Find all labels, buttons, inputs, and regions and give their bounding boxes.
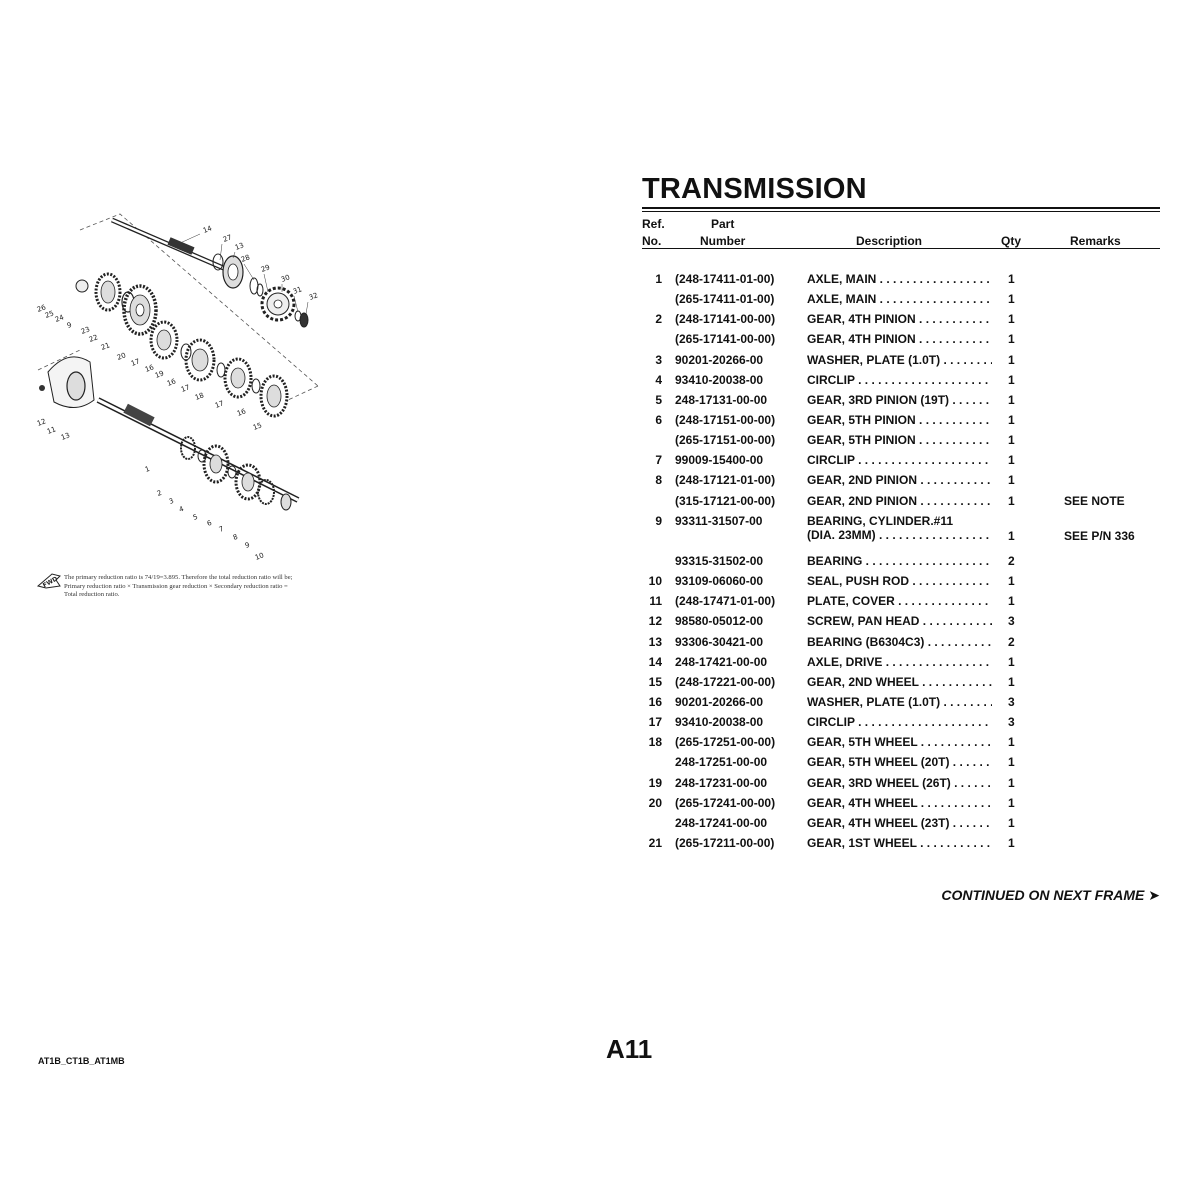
header-ref: Ref. bbox=[642, 217, 665, 231]
description bbox=[807, 675, 992, 689]
part-number: (265-17241-00-00) bbox=[675, 795, 776, 810]
description bbox=[807, 614, 992, 628]
ref-number: 1 bbox=[655, 272, 662, 286]
callout-number: 24 bbox=[53, 313, 66, 324]
description-text: GEAR, 4TH WHEEL (23T) . . . bbox=[807, 816, 992, 830]
table-row bbox=[642, 715, 1162, 735]
description-text: GEAR, 1ST WHEEL . . . bbox=[807, 836, 992, 850]
part-number: 93306-30421-00 bbox=[675, 634, 764, 649]
part-number: 90201-20266-00 bbox=[675, 694, 764, 709]
table-row bbox=[642, 554, 1162, 574]
description bbox=[807, 312, 992, 326]
part-number: 93410-20038-00 bbox=[675, 372, 764, 387]
callout-number: 23 bbox=[79, 325, 92, 336]
ref-number: 3 bbox=[655, 352, 662, 367]
table-row bbox=[642, 413, 1162, 433]
quantity: 1 bbox=[1008, 372, 1015, 387]
fwd-arrow-icon bbox=[36, 572, 62, 590]
part-number: 248-17131-00-00 bbox=[675, 392, 768, 407]
description bbox=[807, 735, 992, 749]
table-row bbox=[642, 675, 1162, 695]
callout-number: 21 bbox=[99, 341, 112, 352]
quantity: 3 bbox=[1008, 694, 1015, 709]
description-text: SEAL, PUSH ROD . . . bbox=[807, 574, 992, 588]
description-text: CIRCLIP . . . bbox=[807, 453, 992, 467]
title-rule bbox=[642, 207, 1160, 209]
quantity: 1 bbox=[1008, 594, 1015, 609]
callout-number: 16 bbox=[165, 377, 178, 388]
description bbox=[807, 292, 992, 306]
note-line: Primary reduction ratio × Transmission gear reduction × Secondary reduction ratio = bbox=[64, 582, 288, 590]
callout-number: 6 bbox=[205, 518, 213, 528]
callout-number: 18 bbox=[193, 391, 206, 402]
description bbox=[807, 836, 992, 850]
description-text: GEAR, 2ND WHEEL . . . bbox=[807, 675, 992, 689]
quantity: 1 bbox=[1008, 674, 1015, 689]
part-number: 248-17421-00-00 bbox=[675, 654, 768, 669]
quantity: 1 bbox=[1008, 528, 1015, 543]
description-text: GEAR, 5TH PINION . . . bbox=[807, 413, 992, 427]
callout-number: 17 bbox=[129, 357, 142, 368]
parts-table bbox=[642, 272, 1162, 856]
table-row bbox=[642, 614, 1162, 634]
page-title: TRANSMISSION bbox=[642, 173, 867, 205]
note-line: The primary reduction ratio is 74/19=3.895. Therefore the total reduction ratio will be; bbox=[64, 574, 293, 581]
callout-number: 26 bbox=[35, 303, 48, 314]
callout-number: 4 bbox=[177, 504, 185, 514]
description-text: GEAR, 3RD WHEEL (26T) . . . bbox=[807, 776, 992, 790]
part-number: 93109-06060-00 bbox=[675, 574, 764, 589]
quantity: 1 bbox=[1008, 574, 1015, 589]
description-text: PLATE, COVER . . . bbox=[807, 594, 992, 608]
description-text: BEARING . . . bbox=[807, 554, 992, 568]
quantity: 1 bbox=[1008, 493, 1015, 508]
callout-number: 31 bbox=[291, 285, 304, 296]
quantity: 1 bbox=[1008, 755, 1015, 770]
table-row bbox=[642, 796, 1162, 816]
page-number: A11 bbox=[606, 1034, 653, 1064]
part-number: 248-17231-00-00 bbox=[675, 775, 768, 790]
description-text: CIRCLIP . . . bbox=[807, 373, 992, 387]
table-row bbox=[642, 393, 1162, 413]
ref-number: 16 bbox=[648, 694, 662, 709]
table-row bbox=[642, 594, 1162, 614]
callout-number: 14 bbox=[201, 224, 214, 235]
callout-number: 25 bbox=[43, 309, 56, 320]
description-text: GEAR, 3RD PINION (19T) . . . bbox=[807, 393, 992, 407]
table-row bbox=[642, 776, 1162, 796]
description-text: GEAR, 2ND PINION . . . bbox=[807, 473, 992, 487]
description bbox=[807, 594, 992, 608]
quantity: 1 bbox=[1008, 352, 1015, 367]
table-row bbox=[642, 635, 1162, 655]
ref-number: 19 bbox=[648, 775, 662, 790]
note-line: Total reduction ratio. bbox=[64, 591, 120, 599]
ref-number: 5 bbox=[655, 392, 662, 407]
ref-number: 13 bbox=[648, 634, 662, 649]
model-code: AT1B_CT1B_AT1MB bbox=[38, 1056, 125, 1066]
ref-number: 9 bbox=[655, 513, 662, 528]
quantity: 2 bbox=[1008, 634, 1015, 649]
part-number: (248-17141-00-00) bbox=[675, 312, 776, 327]
header-rule bbox=[642, 248, 1160, 249]
description-text: WASHER, PLATE (1.0T) . . . bbox=[807, 353, 992, 367]
remarks: SEE NOTE bbox=[1064, 493, 1125, 508]
header-part: Part bbox=[711, 217, 735, 231]
quantity: 1 bbox=[1008, 453, 1015, 468]
description-text: CIRCLIP . . . bbox=[807, 715, 992, 729]
quantity: 1 bbox=[1008, 392, 1015, 407]
callout-number: 13 bbox=[233, 241, 246, 252]
part-number: 93311-31507-00 bbox=[675, 513, 763, 528]
description bbox=[807, 655, 992, 669]
part-number: (265-17151-00-00) bbox=[675, 433, 776, 448]
callout-number: 1 bbox=[143, 464, 151, 474]
callout-number: 13 bbox=[59, 431, 72, 442]
header-no: No. bbox=[642, 234, 662, 248]
callout-number: 17 bbox=[179, 383, 192, 394]
part-number: (265-17211-00-00) bbox=[675, 835, 775, 850]
table-row bbox=[642, 373, 1162, 393]
part-number: (265-17411-01-00) bbox=[675, 292, 775, 307]
table-row bbox=[642, 494, 1162, 514]
ref-number: 20 bbox=[648, 795, 662, 810]
description-text: GEAR, 2ND PINION . . . bbox=[807, 494, 992, 508]
ref-number: 11 bbox=[649, 594, 662, 609]
transmission-illustration bbox=[28, 200, 328, 600]
description bbox=[807, 776, 992, 790]
ref-number: 8 bbox=[655, 473, 662, 488]
callout-number: 27 bbox=[221, 233, 234, 244]
description bbox=[807, 796, 992, 810]
quantity: 1 bbox=[1008, 835, 1015, 850]
description-text: GEAR, 5TH WHEEL (20T) . . . bbox=[807, 755, 992, 769]
callout-number: 30 bbox=[279, 273, 292, 284]
quantity: 1 bbox=[1008, 292, 1015, 307]
cover-plate bbox=[39, 357, 94, 408]
description-text: BEARING (B6304C3) . . . bbox=[807, 635, 992, 649]
header-qty: Qty bbox=[1001, 234, 1022, 248]
table-row bbox=[642, 433, 1162, 453]
callout-number: 2 bbox=[155, 488, 163, 498]
continued-note bbox=[941, 887, 1160, 904]
table-row bbox=[642, 292, 1162, 312]
description bbox=[807, 695, 992, 709]
quantity: 1 bbox=[1008, 332, 1015, 347]
part-number: 93315-31502-00 bbox=[675, 553, 764, 568]
callout-number: 22 bbox=[87, 333, 100, 344]
ref-number: 18 bbox=[648, 735, 662, 750]
title-rule-thin bbox=[642, 211, 1160, 212]
part-number: 99009-15400-00 bbox=[675, 453, 764, 468]
part-number: 90201-20266-00 bbox=[675, 352, 764, 367]
quantity: 2 bbox=[1008, 553, 1015, 568]
ref-number: 4 bbox=[655, 372, 662, 387]
description bbox=[807, 453, 992, 467]
part-number: 248-17251-00-00 bbox=[675, 755, 768, 770]
description bbox=[807, 393, 992, 407]
ref-number: 7 bbox=[655, 453, 662, 468]
reduction-ratio-note bbox=[64, 574, 324, 600]
description bbox=[807, 272, 992, 286]
quantity: 1 bbox=[1008, 473, 1015, 488]
callout-number: 16 bbox=[235, 407, 248, 418]
callout-number: 20 bbox=[115, 351, 128, 362]
description-text: GEAR, 5TH PINION . . . bbox=[807, 433, 992, 447]
description-text: AXLE, MAIN . . . bbox=[807, 272, 992, 286]
description-text: AXLE, MAIN . . . bbox=[807, 292, 992, 306]
description bbox=[807, 755, 992, 769]
ref-number: 14 bbox=[648, 654, 662, 669]
callout-number: 9 bbox=[65, 320, 73, 330]
description bbox=[807, 574, 992, 588]
description-text: WASHER, PLATE (1.0T) . . . bbox=[807, 695, 992, 709]
callout-number: 29 bbox=[259, 263, 272, 274]
callout-number: 12 bbox=[35, 417, 48, 428]
part-number: (265-17251-00-00) bbox=[675, 735, 776, 750]
description bbox=[807, 373, 992, 387]
remarks: SEE P/N 336 bbox=[1064, 528, 1135, 543]
quantity: 1 bbox=[1008, 735, 1015, 750]
table-row bbox=[642, 473, 1162, 493]
callout-number: 9 bbox=[243, 540, 251, 550]
description bbox=[807, 554, 992, 568]
quantity: 1 bbox=[1008, 272, 1015, 286]
callout-number: 16 bbox=[143, 363, 156, 374]
continued-arrow-icon: ➤ bbox=[1148, 887, 1160, 903]
description-text: SCREW, PAN HEAD . . . bbox=[807, 614, 992, 628]
ref-number: 21 bbox=[648, 835, 662, 850]
description bbox=[807, 494, 992, 508]
ref-number: 12 bbox=[648, 614, 662, 629]
quantity: 1 bbox=[1008, 795, 1015, 810]
description-text: GEAR, 4TH PINION . . . bbox=[807, 312, 992, 326]
description bbox=[807, 433, 992, 447]
description bbox=[807, 816, 992, 830]
table-row bbox=[642, 453, 1162, 473]
ref-number: 17 bbox=[648, 715, 662, 730]
callout-number: 10 bbox=[253, 551, 266, 562]
header-description: Description bbox=[856, 234, 923, 248]
table-row bbox=[642, 755, 1162, 775]
callout-number: 28 bbox=[239, 253, 252, 264]
callout-number: 8 bbox=[231, 532, 239, 542]
callout-number: 7 bbox=[217, 524, 225, 534]
part-number: (265-17141-00-00) bbox=[675, 332, 776, 347]
part-number: (315-17121-00-00) bbox=[675, 493, 776, 508]
callout-number: 32 bbox=[307, 291, 320, 302]
quantity: 1 bbox=[1008, 815, 1015, 830]
callout-number: 17 bbox=[213, 399, 226, 410]
part-number: 98580-05012-00 bbox=[675, 614, 764, 629]
table-row bbox=[642, 695, 1162, 715]
description bbox=[807, 635, 992, 649]
ref-number: 2 bbox=[655, 312, 662, 327]
table-row bbox=[642, 272, 1162, 292]
table-row bbox=[642, 836, 1162, 856]
callout-number: 3 bbox=[167, 496, 175, 506]
description bbox=[807, 353, 992, 367]
callout-number: 19 bbox=[153, 369, 166, 380]
description-text-2: (DIA. 23MM) . . . bbox=[807, 528, 992, 542]
ref-number: 10 bbox=[648, 574, 662, 589]
quantity: 1 bbox=[1008, 433, 1015, 448]
part-number: 248-17241-00-00 bbox=[675, 815, 768, 830]
description-text: BEARING, CYLINDER.#11 bbox=[807, 513, 954, 528]
description bbox=[807, 715, 992, 729]
description-text: GEAR, 4TH PINION . . . bbox=[807, 332, 992, 346]
quantity: 1 bbox=[1008, 412, 1015, 427]
fwd-label: FWD bbox=[41, 575, 59, 590]
part-number: (248-17221-00-00) bbox=[675, 674, 776, 689]
description bbox=[807, 473, 992, 487]
part-number: (248-17411-01-00) bbox=[675, 272, 775, 286]
description bbox=[807, 332, 992, 346]
quantity: 3 bbox=[1008, 614, 1015, 629]
description bbox=[807, 514, 992, 542]
table-row bbox=[642, 735, 1162, 755]
table-row bbox=[642, 312, 1162, 332]
description-text: AXLE, DRIVE . . . bbox=[807, 655, 992, 669]
description-text: GEAR, 5TH WHEEL . . . bbox=[807, 735, 992, 749]
table-row bbox=[642, 816, 1162, 836]
exploded-view-diagram bbox=[28, 200, 328, 600]
description bbox=[807, 413, 992, 427]
part-number: (248-17121-01-00) bbox=[675, 473, 776, 488]
table-row bbox=[642, 574, 1162, 594]
quantity: 1 bbox=[1008, 775, 1015, 790]
header-remarks: Remarks bbox=[1070, 234, 1121, 248]
quantity: 3 bbox=[1008, 715, 1015, 730]
header-number: Number bbox=[700, 234, 746, 248]
table-row bbox=[642, 514, 1162, 554]
table-row bbox=[642, 332, 1162, 352]
table-row bbox=[642, 353, 1162, 373]
description-text: GEAR, 4TH WHEEL . . . bbox=[807, 796, 992, 810]
ref-number: 15 bbox=[648, 674, 662, 689]
table-row bbox=[642, 655, 1162, 675]
part-number: (248-17151-00-00) bbox=[675, 412, 776, 427]
quantity: 1 bbox=[1008, 312, 1015, 327]
callout-number: 15 bbox=[251, 421, 264, 432]
quantity: 1 bbox=[1008, 654, 1015, 669]
drive-sprocket bbox=[262, 288, 294, 320]
continued-text: CONTINUED ON NEXT FRAME bbox=[941, 887, 1145, 903]
callout-number: 11 bbox=[45, 425, 58, 436]
part-number: (248-17471-01-00) bbox=[675, 594, 776, 609]
ref-number: 6 bbox=[655, 412, 662, 427]
callout-number: 5 bbox=[191, 512, 199, 522]
part-number: 93410-20038-00 bbox=[675, 715, 764, 730]
